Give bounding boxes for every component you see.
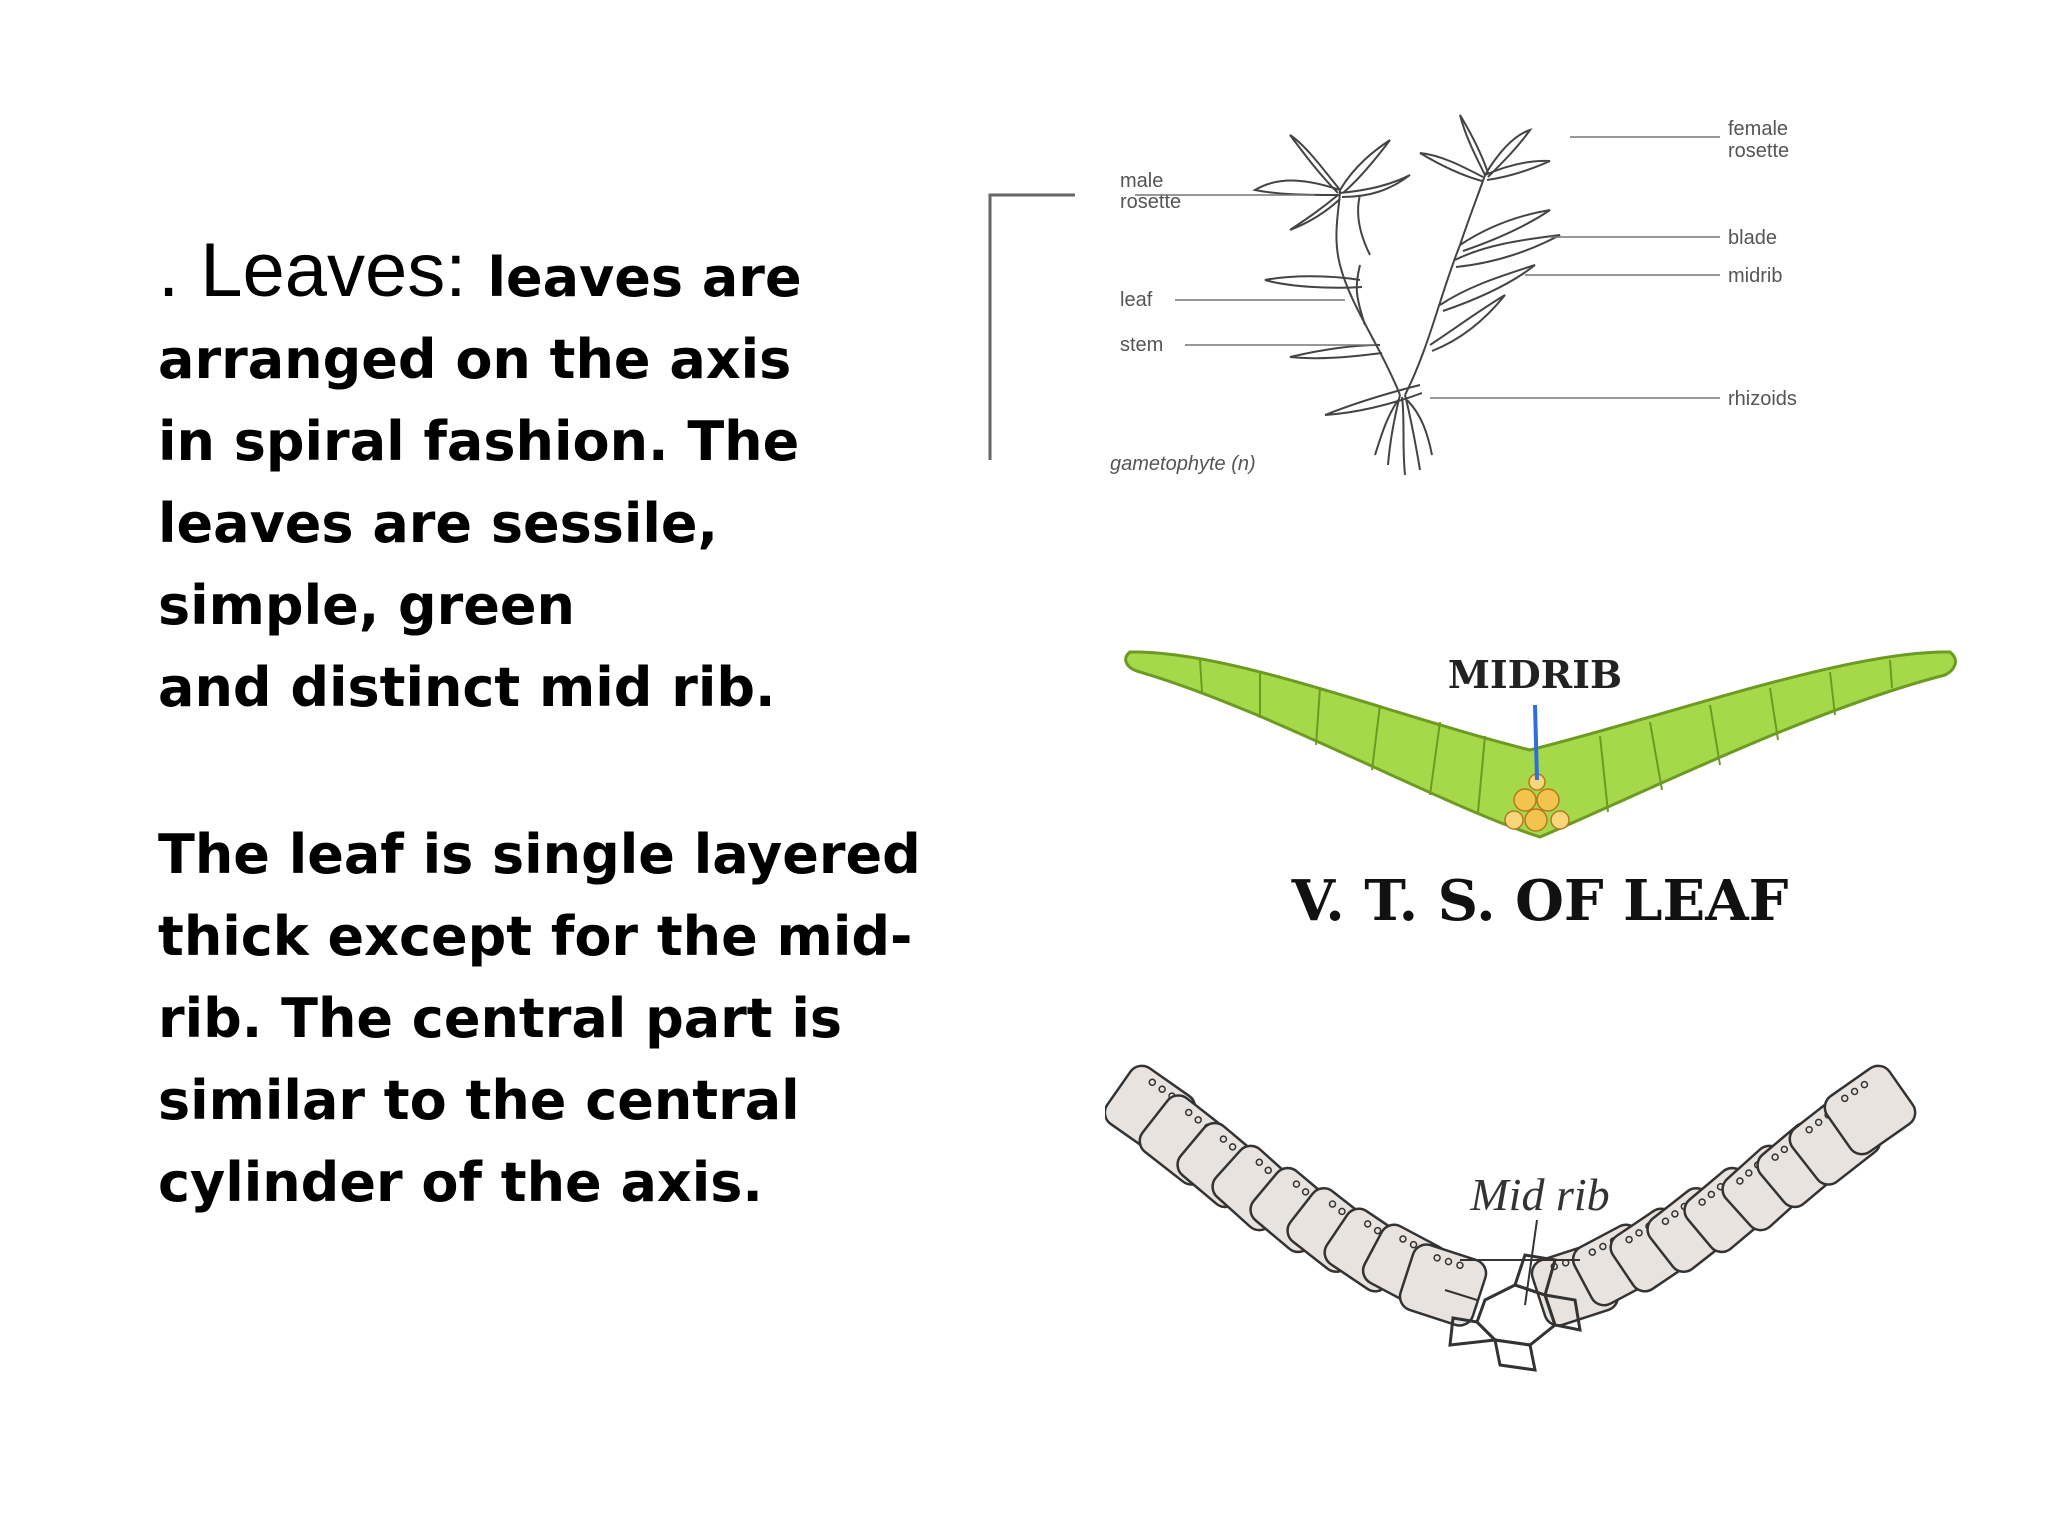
structure-line-3: rib. The central part is	[158, 987, 843, 1050]
leaves-heading: . Leaves:	[158, 228, 488, 313]
vts-caption: V. T. S. OF LEAF	[1291, 868, 1789, 934]
text-column	[158, 230, 988, 1224]
label-gametophyte: gametophyte (n)	[1110, 453, 1256, 475]
label-male-rosette-line2: rosette	[1120, 191, 1182, 213]
leaves-line-3: in spiral fashion. The	[158, 410, 800, 473]
label-stem: stem	[1120, 334, 1164, 356]
bracket-line	[990, 195, 1075, 460]
leaves-line-5: simple, green	[158, 574, 575, 637]
leaf-structure-paragraph	[158, 814, 988, 1224]
label-rhizoids: rhizoids	[1728, 388, 1797, 410]
leaves-line-4: leaves are sessile,	[158, 492, 719, 555]
moss-plant-drawing	[1255, 115, 1560, 475]
leader-lines	[1135, 137, 1720, 398]
label-female-rosette-line2: rosette	[1728, 140, 1790, 162]
leaf-cell-section-diagram	[1105, 1060, 1945, 1400]
structure-line-5: cylinder of the axis.	[158, 1151, 763, 1214]
structure-line-1: The leaf is single layered	[158, 823, 921, 886]
leaves-paragraph	[158, 230, 988, 729]
label-female-rosette-line1: female	[1728, 118, 1789, 140]
leaves-line-1: leaves are	[487, 246, 802, 309]
structure-line-4: similar to the central	[158, 1069, 800, 1132]
vts-leaf-diagram	[1110, 630, 1970, 945]
label-leaf: leaf	[1120, 289, 1153, 311]
leaves-first-line	[158, 230, 988, 319]
leaves-line-2: arranged on the axis	[158, 328, 792, 391]
mid-rib-label: Mid rib	[1470, 1169, 1610, 1220]
label-midrib: midrib	[1728, 265, 1783, 287]
structure-line-2: thick except for the mid-	[158, 905, 913, 968]
gametophyte-diagram	[960, 95, 1860, 505]
midrib-pointer	[1535, 705, 1537, 780]
label-male-rosette-line1: male	[1120, 170, 1164, 192]
label-blade: blade	[1728, 227, 1777, 249]
midrib-label: MIDRIB	[1447, 652, 1623, 697]
leaves-line-6: and distinct mid rib.	[158, 656, 776, 719]
